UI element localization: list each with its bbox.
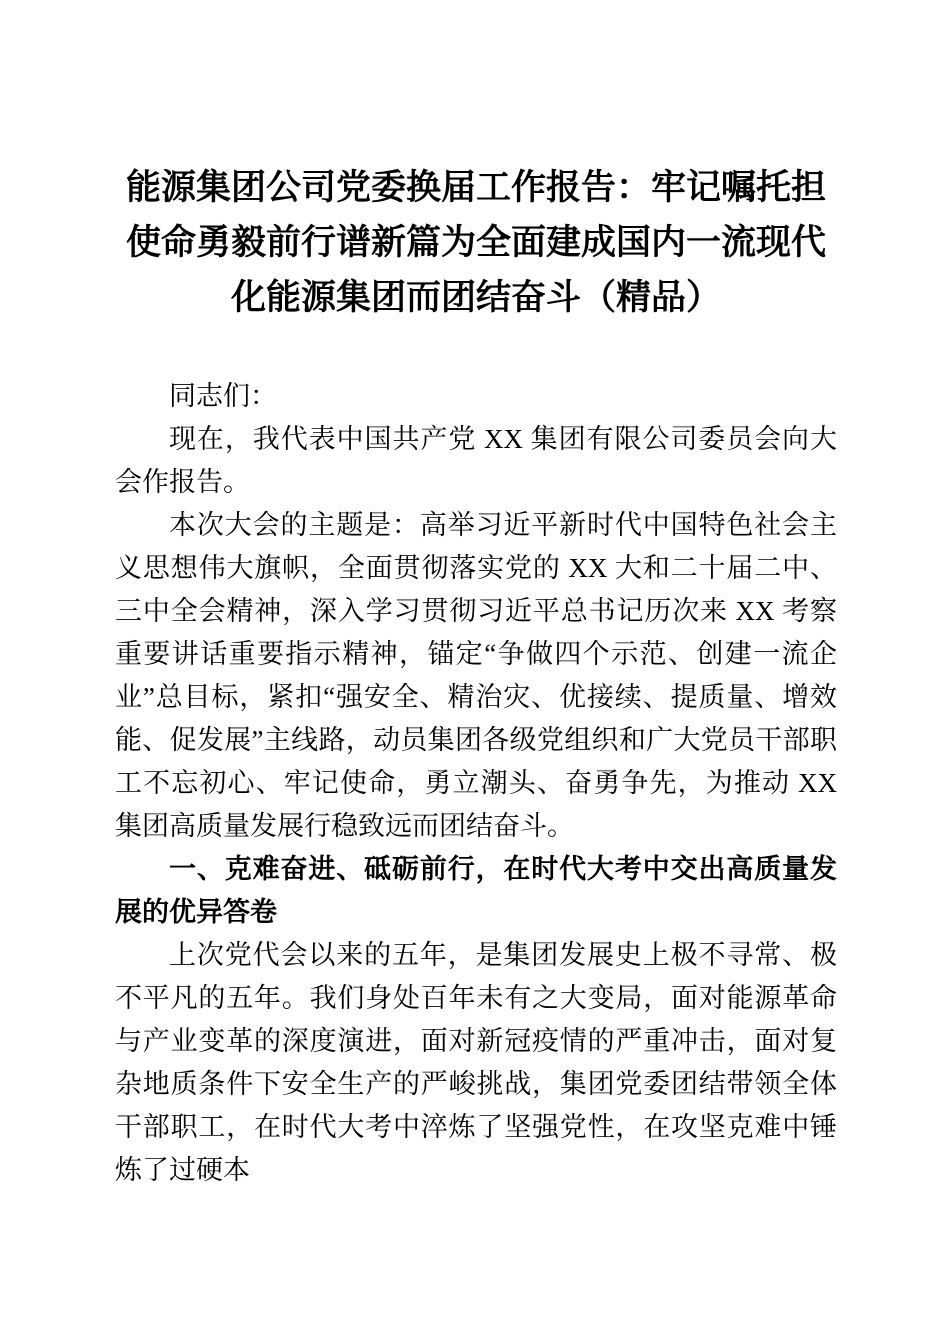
paragraph-theme: 本次大会的主题是：高举习近平新时代中国特色社会主义思想伟大旗帜，全面贯彻落实党的 XX 大和二十届二中、三中全会精神，深入学习贯彻习近平总书记历次来 XX 考察重要讲话重要指示精神，锚定“争做四个示范、创建一流企业”总目标，紧扣“强安全、精治灾、优接续、提质量、增效能、促发展”主线路，动员集团各级党组织和广大党员干部职工不忘初心、牢记使命，勇立潮头、奋勇争先，为推动 XX 集团高质量发展行稳致远而团结奋斗。 xyxy=(115,510,837,841)
section-heading-1: 一、克难奋进、砥砺前行，在时代大考中交出高质量发展的优异答卷 xyxy=(115,854,837,927)
paragraph-salutation: 同志们： xyxy=(169,381,277,411)
document-title: 能源集团公司党委换届工作报告：牢记嘱托担使命勇毅前行谱新篇为全面建成国内一流现代化能源集团而团结奋斗（精品） xyxy=(125,168,826,317)
paragraph-section1-body: 上次党代会以来的五年，是集团发展史上极不寻常、极不平凡的五年。我们身处百年未有之大变局，面对能源革命与产业变革的深度演进，面对新冠疫情的严重冲击，面对复杂地质条件下安全生产的严峻挑战，集团党委团结带领全体干部职工，在时代大考中淬炼了坚强党性，在攻坚克难中锤炼了过硬本 xyxy=(115,940,837,1185)
paragraph-intro: 现在，我代表中国共产党 XX 集团有限公司委员会向大会作报告。 xyxy=(115,424,837,497)
